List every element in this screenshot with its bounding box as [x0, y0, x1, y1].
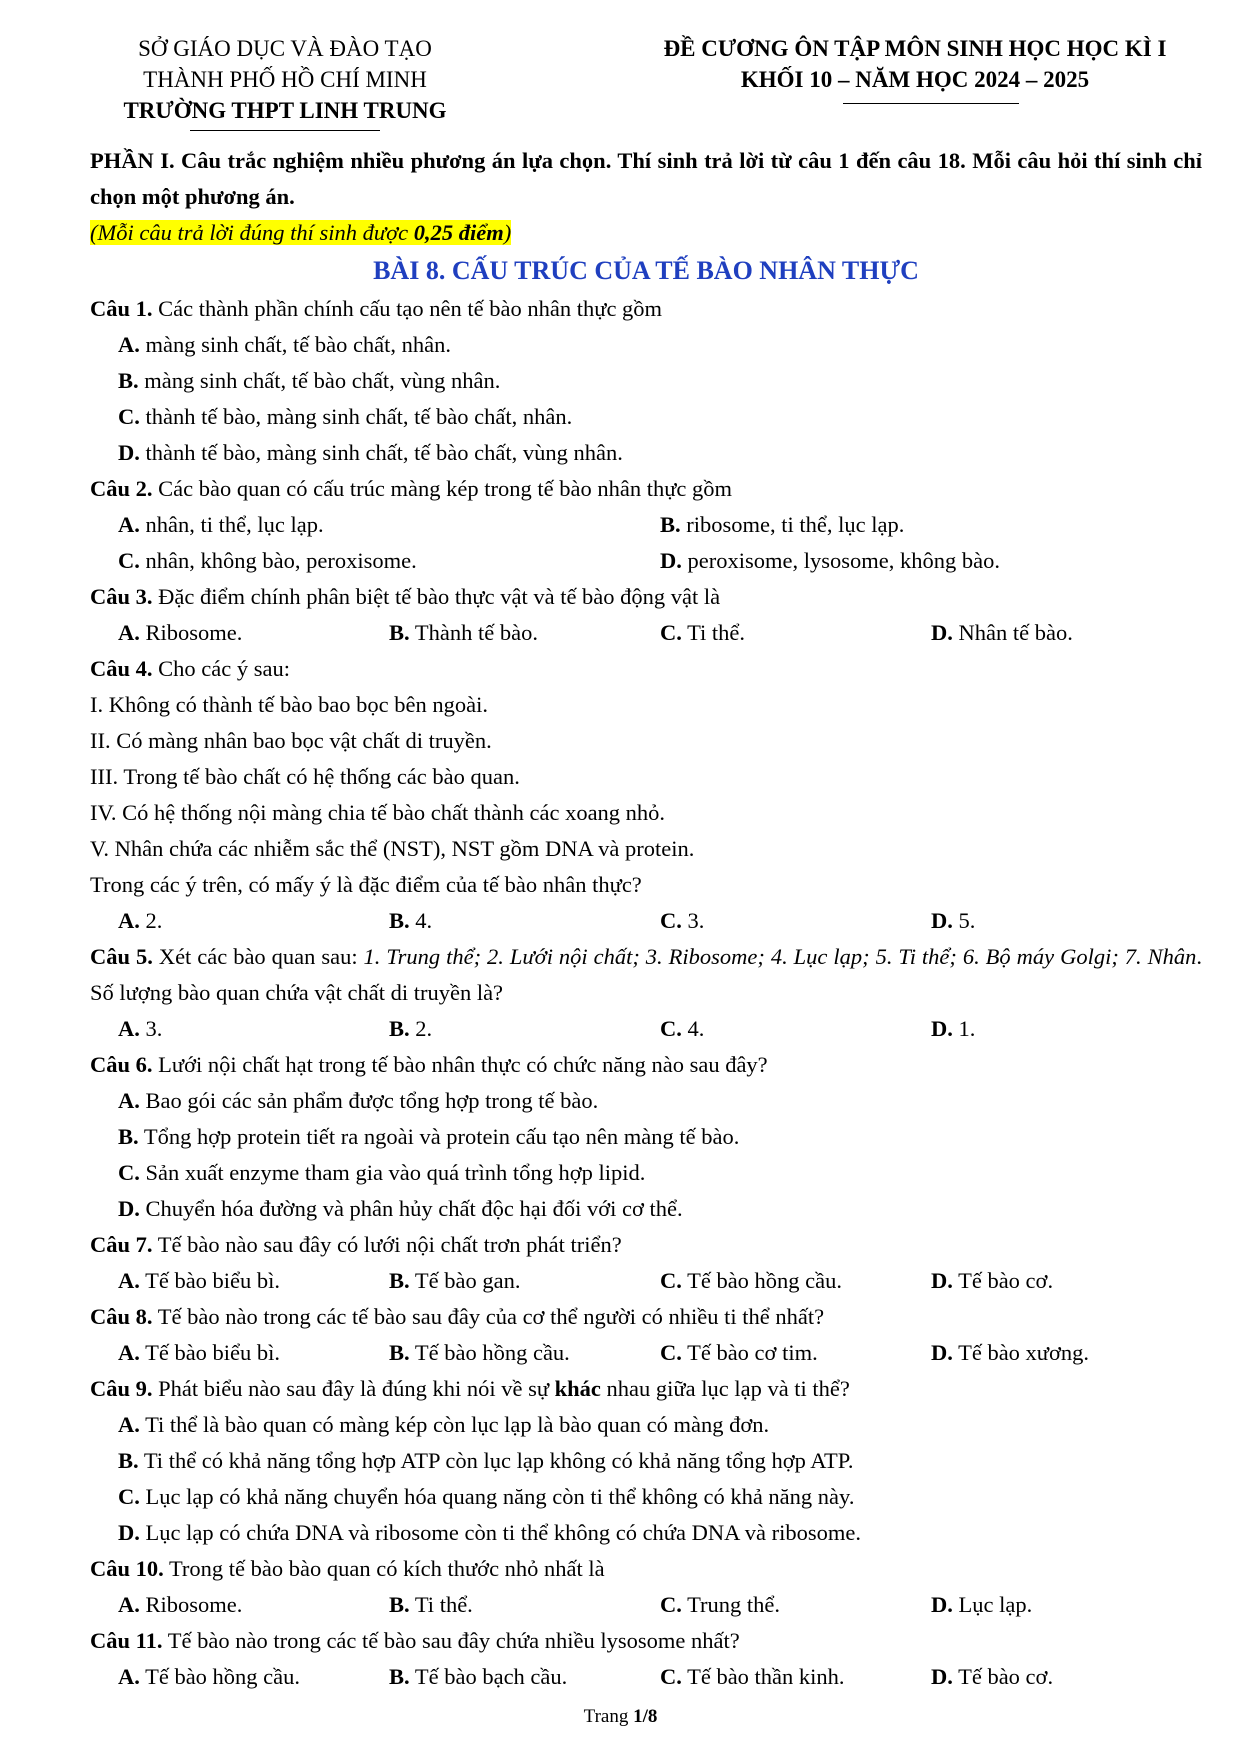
q10-options	[90, 1587, 1202, 1623]
q7-option-a: A. Tế bào biểu bì.	[118, 1268, 281, 1293]
q5-option-d: D. 1.	[931, 1016, 976, 1041]
question-2: Câu 2. Các bào quan có cấu trúc màng kép trong tế bào nhân thực gồm	[90, 476, 733, 501]
q9-option-b: B. Ti thể có khả năng tổng hợp ATP còn lục lạp không có khả năng tổng hợp ATP.	[118, 1448, 854, 1473]
q7-option-d: D. Tế bào cơ.	[931, 1268, 1054, 1293]
q1-option-c: C. thành tế bào, màng sinh chất, tế bào chất, nhân.	[118, 404, 573, 429]
q3-options	[90, 615, 1202, 651]
q9-option-a: A. Ti thể là bào quan có màng kép còn lục lạp là bào quan có màng đơn.	[118, 1412, 770, 1437]
q11-option-c: C. Tế bào thần kinh.	[660, 1664, 845, 1689]
content	[90, 143, 1202, 1695]
question-11: Câu 11. Tế bào nào trong các tế bào sau đây chứa nhiều lysosome nhất?	[90, 1628, 740, 1653]
q4-statement-5: V. Nhân chứa các nhiễm sắc thể (NST), NST gồm DNA và protein.	[90, 836, 695, 861]
question-9: Câu 9. Phát biểu nào sau đây là đúng khi nói về sự khác nhau giữa lục lạp và ti thể?	[90, 1376, 850, 1401]
q4-options	[90, 903, 1202, 939]
question-4: Câu 4. Cho các ý sau:	[90, 656, 290, 681]
q2-option-a: A. nhân, ti thể, lục lạp.	[118, 512, 324, 537]
q6-option-d: D. Chuyển hóa đường và phân hủy chất độc hại đối với cơ thể.	[118, 1196, 683, 1221]
q2-options-row-2	[90, 543, 1202, 579]
q10-option-b: B. Ti thể.	[389, 1592, 473, 1617]
q7-option-b: B. Tế bào gan.	[389, 1268, 521, 1293]
q2-option-b: B. ribosome, ti thể, lục lạp.	[660, 512, 905, 537]
question-1: Câu 1. Các thành phần chính cấu tạo nên tế bào nhân thực gồm	[90, 296, 663, 321]
q4-ask: Trong các ý trên, có mấy ý là đặc điểm của tế bào nhân thực?	[90, 872, 642, 897]
q11-options	[90, 1659, 1202, 1695]
q4-option-d: D. 5.	[931, 908, 976, 933]
q1-option-b: B. màng sinh chất, tế bào chất, vùng nhân.	[118, 368, 501, 393]
q8-options	[90, 1335, 1202, 1371]
page-number: 1/8	[633, 1706, 658, 1727]
q6-option-a: A. Bao gói các sản phẩm được tổng hợp trong tế bào.	[118, 1088, 599, 1113]
q9-option-c: C. Lục lạp có khả năng chuyển hóa quang năng còn ti thể không có khả năng này.	[118, 1484, 855, 1509]
header-left	[95, 33, 475, 126]
document-title: ĐỀ CƯƠNG ÔN TẬP MÔN SINH HỌC HỌC KÌ I	[663, 36, 1167, 61]
q6-option-b: B. Tổng hợp protein tiết ra ngoài và protein cấu tạo nên màng tế bào.	[118, 1124, 740, 1149]
question-5: Câu 5. Xét các bào quan sau: 1. Trung thể; 2. Lưới nội chất; 3. Ribosome; 4. Lục lạp; 5. Ti thể; 6. Bộ máy Golgi; 7. Nhân. Số lượng bào quan chứa vật chất di truyền là?	[90, 944, 1203, 1005]
q4-statement-4: IV. Có hệ thống nội màng chia tế bào chất thành các xoang nhỏ.	[90, 800, 666, 825]
part-title: PHẦN I. Câu trắc nghiệm nhiều phương án lựa chọn. Thí sinh trả lời từ câu 1 đến câu 18. Mỗi câu hỏi thí sinh chỉ chọn một phương án.	[90, 148, 1202, 209]
q9-option-d: D. Lục lạp có chứa DNA và ribosome còn ti thể không có chứa DNA và ribosome.	[118, 1520, 861, 1545]
lesson-title: BÀI 8. CẤU TRÚC CỦA TẾ BÀO NHÂN THỰC	[373, 256, 919, 285]
q3-option-a: A. Ribosome.	[118, 620, 243, 645]
question-7: Câu 7. Tế bào nào sau đây có lưới nội chất trơn phát triển?	[90, 1232, 622, 1257]
q5-option-b: B. 2.	[389, 1016, 433, 1041]
school-underline	[190, 130, 380, 131]
q2-option-c: C. nhân, không bào, peroxisome.	[118, 548, 417, 573]
document-subtitle: KHỐI 10 – NĂM HỌC 2024 – 2025	[740, 67, 1090, 92]
q4-statement-1: I. Không có thành tế bào bao bọc bên ngoài.	[90, 692, 489, 717]
q5-options	[90, 1011, 1202, 1047]
title-underline	[843, 103, 1019, 104]
score-note: (Mỗi câu trả lời đúng thí sinh được 0,25 điểm)	[90, 220, 512, 245]
q4-statement-3: III. Trong tế bào chất có hệ thống các bào quan.	[90, 764, 520, 789]
q10-option-c: C. Trung thể.	[660, 1592, 781, 1617]
q3-option-b: B. Thành tế bào.	[389, 620, 538, 645]
department-name: SỞ GIÁO DỤC VÀ ĐÀO TẠO	[138, 36, 432, 61]
q4-option-a: A. 2.	[118, 908, 163, 933]
q8-option-a: A. Tế bào biểu bì.	[118, 1340, 281, 1365]
q1-option-a: A. màng sinh chất, tế bào chất, nhân.	[118, 332, 452, 357]
q7-option-c: C. Tế bào hồng cầu.	[660, 1268, 843, 1293]
question-10: Câu 10. Trong tế bào bào quan có kích thước nhỏ nhất là	[90, 1556, 605, 1581]
q10-option-d: D. Lục lạp.	[931, 1592, 1033, 1617]
q3-option-c: C. Ti thể.	[660, 620, 746, 645]
q11-option-b: B. Tế bào bạch cầu.	[389, 1664, 568, 1689]
school-name: TRƯỜNG THPT LINH TRUNG	[123, 98, 447, 123]
q4-option-b: B. 4.	[389, 908, 433, 933]
question-3: Câu 3. Đặc điểm chính phân biệt tế bào thực vật và tế bào động vật là	[90, 584, 721, 609]
q8-option-c: C. Tế bào cơ tim.	[660, 1340, 818, 1365]
q4-option-c: C. 3.	[660, 908, 705, 933]
q7-options	[90, 1263, 1202, 1299]
q11-option-a: A. Tế bào hồng cầu.	[118, 1664, 301, 1689]
question-8: Câu 8. Tế bào nào trong các tế bào sau đây của cơ thể người có nhiều ti thể nhất?	[90, 1304, 825, 1329]
q6-option-c: C. Sản xuất enzyme tham gia vào quá trình tổng hợp lipid.	[118, 1160, 646, 1185]
q2-options-row-1	[90, 507, 1202, 543]
q11-option-d: D. Tế bào cơ.	[931, 1664, 1054, 1689]
q4-statement-2: II. Có màng nhân bao bọc vật chất di truyền.	[90, 728, 492, 753]
q5-option-c: C. 4.	[660, 1016, 705, 1041]
q8-option-d: D. Tế bào xương.	[931, 1340, 1090, 1365]
question-6: Câu 6. Lưới nội chất hạt trong tế bào nhân thực có chức năng nào sau đây?	[90, 1052, 768, 1077]
q5-option-a: A. 3.	[118, 1016, 163, 1041]
q1-option-d: D. thành tế bào, màng sinh chất, tế bào chất, vùng nhân.	[118, 440, 623, 465]
page-footer: Trang 1/8	[583, 1706, 658, 1727]
q2-option-d: D. peroxisome, lysosome, không bào.	[660, 548, 1000, 573]
header-right	[630, 33, 1200, 95]
q3-option-d: D. Nhân tế bào.	[931, 620, 1073, 645]
q8-option-b: B. Tế bào hồng cầu.	[389, 1340, 570, 1365]
q10-option-a: A. Ribosome.	[118, 1592, 243, 1617]
city-name: THÀNH PHỐ HỒ CHÍ MINH	[143, 67, 427, 92]
